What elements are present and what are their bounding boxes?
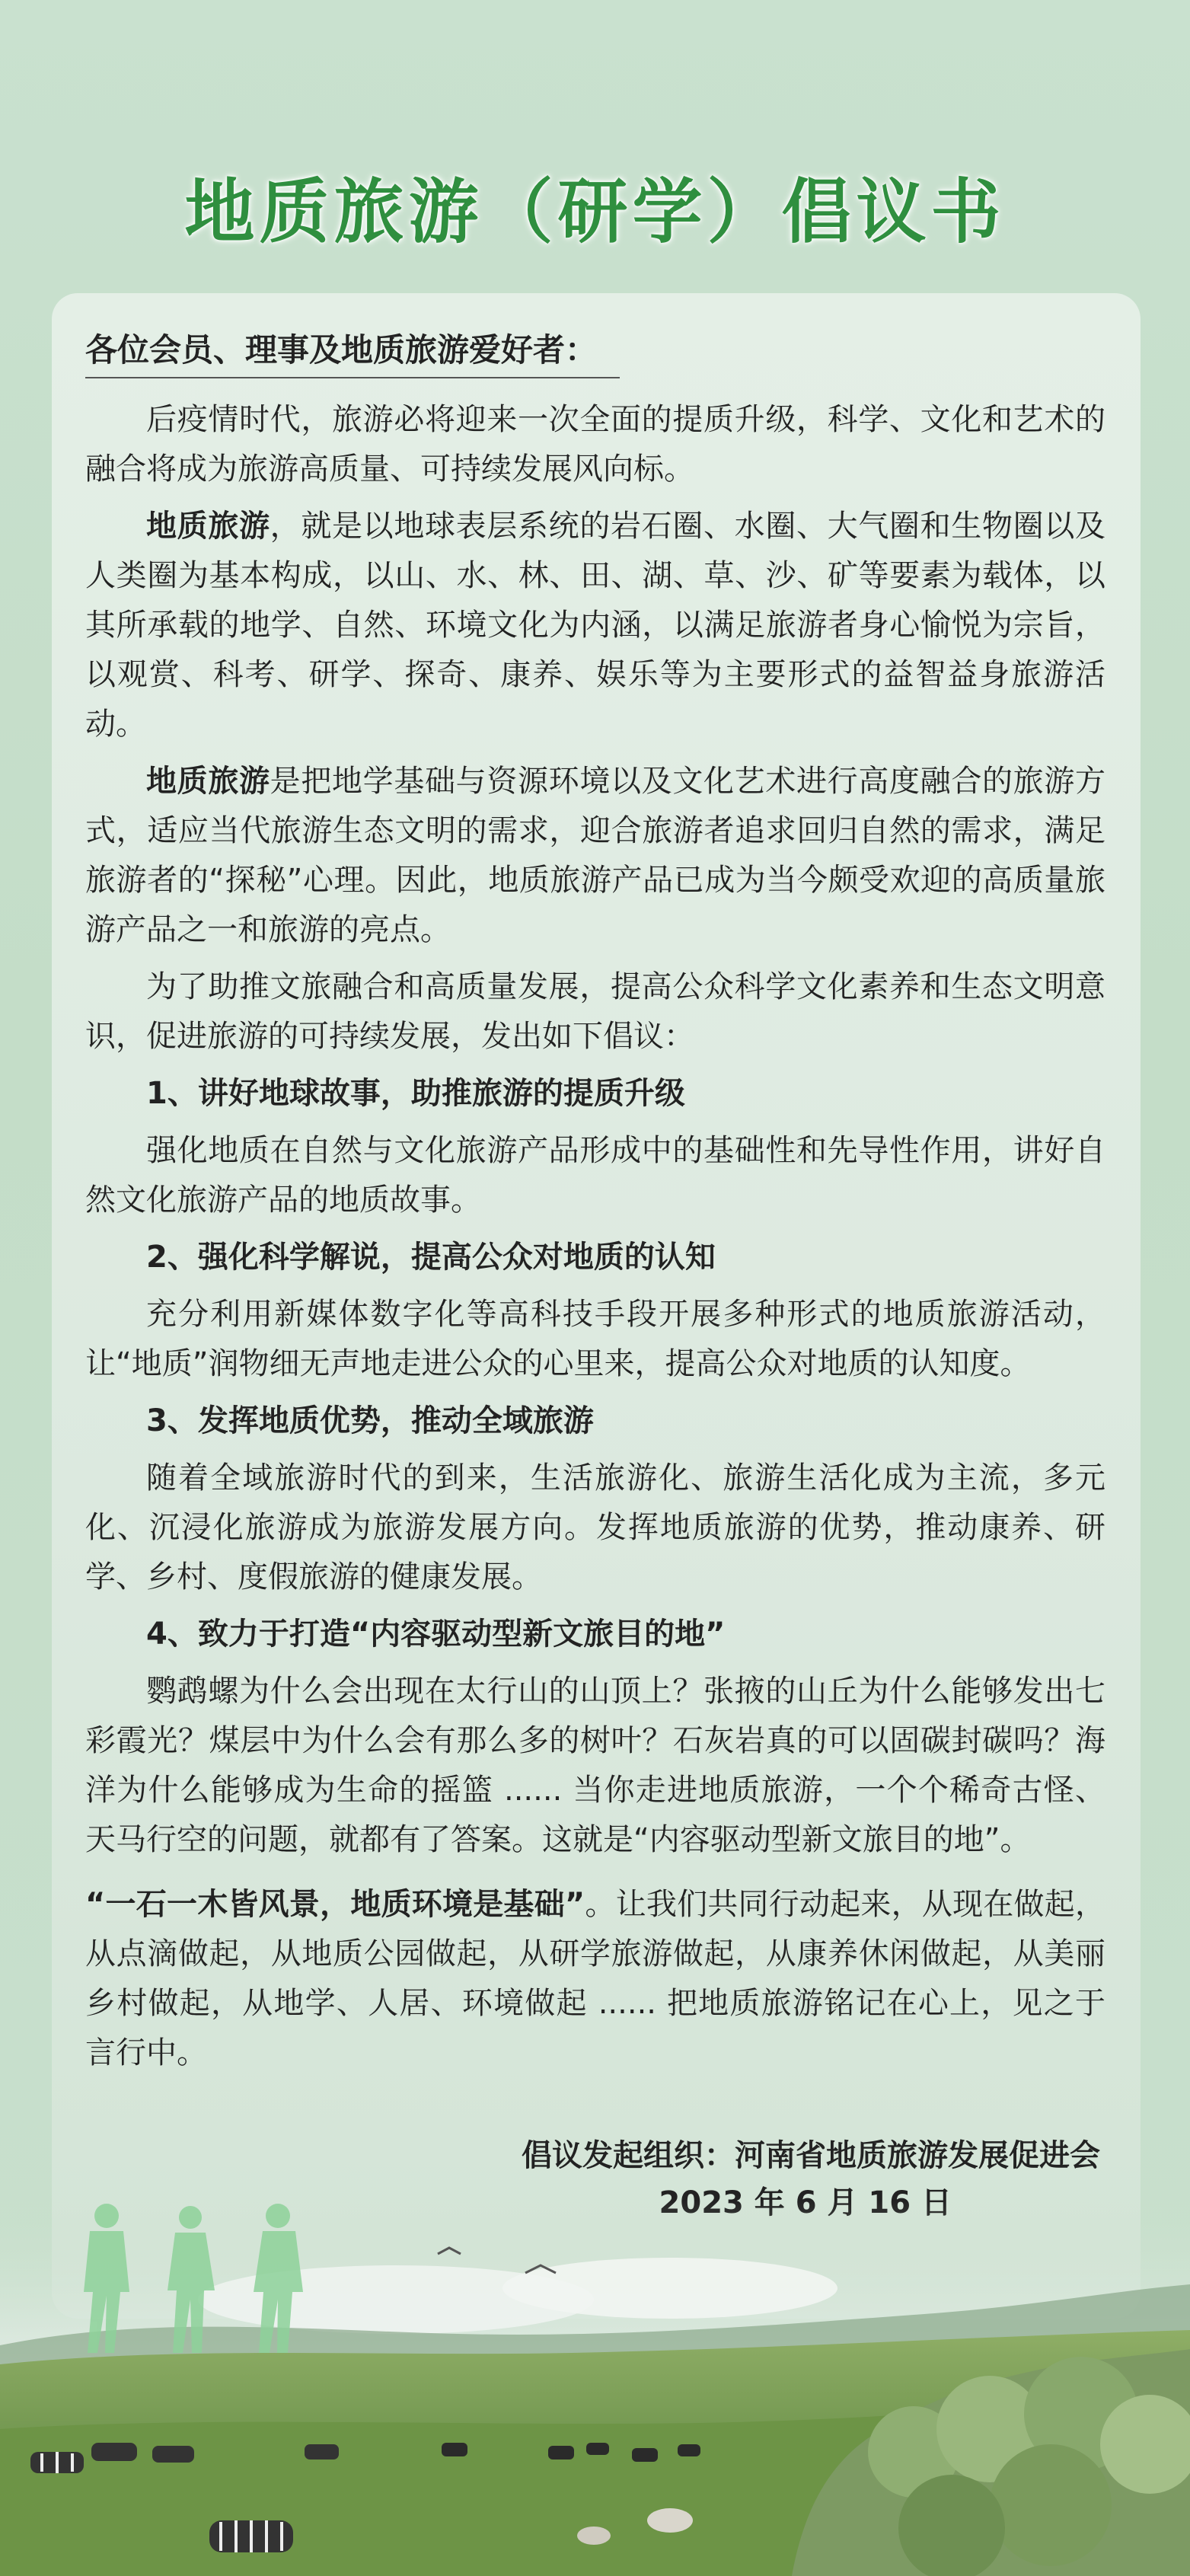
- definition-text: ，就是以地球表层系统的岩石圈、水圈、大气圈和生物圈以及人类圈为基本构成，以山、水、林、田、湖、草、沙、矿等要素为载体，以其所承载的地学、自然、环境文化为内涵，以满足旅游者身心愉悦为宗旨，以观赏、科考、研学、探奇、康养、娱乐等为主要形式的益智益身旅游活动。: [85, 509, 1106, 742]
- proposal-text-4: 鹦鹉螺为什么会出现在太行山的山顶上？张掖的山丘为什么能够发出七彩霞光？煤层中为什么会有那么多的树叶？石灰岩真的可以固碳封碳吗？海洋为什么能够成为生命的摇篮 ...... 当你走进地质旅游，一个个稀奇古怪、天马行空的问题，就都有了答案。这就是“内容驱动型新文旅目的地”。: [85, 1674, 1105, 1857]
- term-geotourism-2: 地质旅游: [146, 764, 270, 799]
- significance-text: 是把地学基础与资源环境以及文化艺术进行高度融合的旅游方式，适应当代旅游生态文明的需求，迎合旅游者追求回归自然的需求，满足旅游者的“探秘”心理。因此，地质旅游产品已成为当今颇受欢迎的高质量旅游产品之一和旅游的亮点。: [85, 764, 1106, 947]
- paragraph-closing: [85, 1880, 1105, 2078]
- proposal-text-3: 随着全域旅游时代的到来，生活旅游化、旅游生活化成为主流，多元化、沉浸化旅游成为旅游发展方向。发挥地质旅游的优势，推动康养、研学、乡村、度假旅游的健康发展。: [85, 1460, 1105, 1594]
- proposal-heading-4: 4、致力于打造“内容驱动型新文旅目的地”: [146, 1617, 726, 1652]
- proposal-text-1: 强化地质在自然与文化旅游产品形成中的基础性和先导性作用，讲好自然文化旅游产品的地质故事。: [85, 1133, 1105, 1218]
- proposal-heading-1: 1、讲好地球故事，助推旅游的提质升级: [146, 1076, 685, 1111]
- proposal-body: [85, 324, 1105, 2086]
- paragraph-definition: [85, 502, 1105, 749]
- proposal-heading-3: 3、发挥地质优势，推动全域旅游: [146, 1403, 594, 1438]
- salutation: 各位会员、理事及地质旅游爱好者：: [85, 324, 620, 378]
- proposal-text-2: 充分利用新媒体数字化等高科技手段开展多种形式的地质旅游活动，让“地质”润物细无声地走进公众的心里来，提高公众对地质的认知度。: [85, 1297, 1105, 1381]
- paragraph-significance: [85, 757, 1105, 955]
- closing-text: 。让我们共同行动起来，从现在做起，从点滴做起，从地质公园做起，从研学旅游做起，从康养休闲做起，从美丽乡村做起，从地学、人居、环境做起 ...... 把地质旅游铭记在心上，见之于言行中。: [85, 1887, 1106, 2070]
- term-geotourism: 地质旅游: [146, 509, 270, 544]
- signature-org: 倡议发起组织：河南省地质旅游发展促进会: [522, 2138, 1100, 2173]
- slogan: “一石一木皆风景，地质环境是基础”: [85, 1887, 585, 1922]
- proposal-heading-2: 2、强化科学解说，提高公众对地质的认知: [146, 1240, 716, 1275]
- landscape-illustration: [0, 2201, 1190, 2576]
- paragraph-intro: 后疫情时代，旅游必将迎来一次全面的提质升级，科学、文化和艺术的融合将成为旅游高质量、可持续发展风向标。: [85, 402, 1105, 487]
- page-title: 地质旅游（研学）倡议书: [184, 171, 1006, 253]
- paragraph-call: 为了助推文旅融合和高质量发展，提高公众科学文化素养和生态文明意识，促进旅游的可持续发展，发出如下倡议：: [85, 969, 1105, 1054]
